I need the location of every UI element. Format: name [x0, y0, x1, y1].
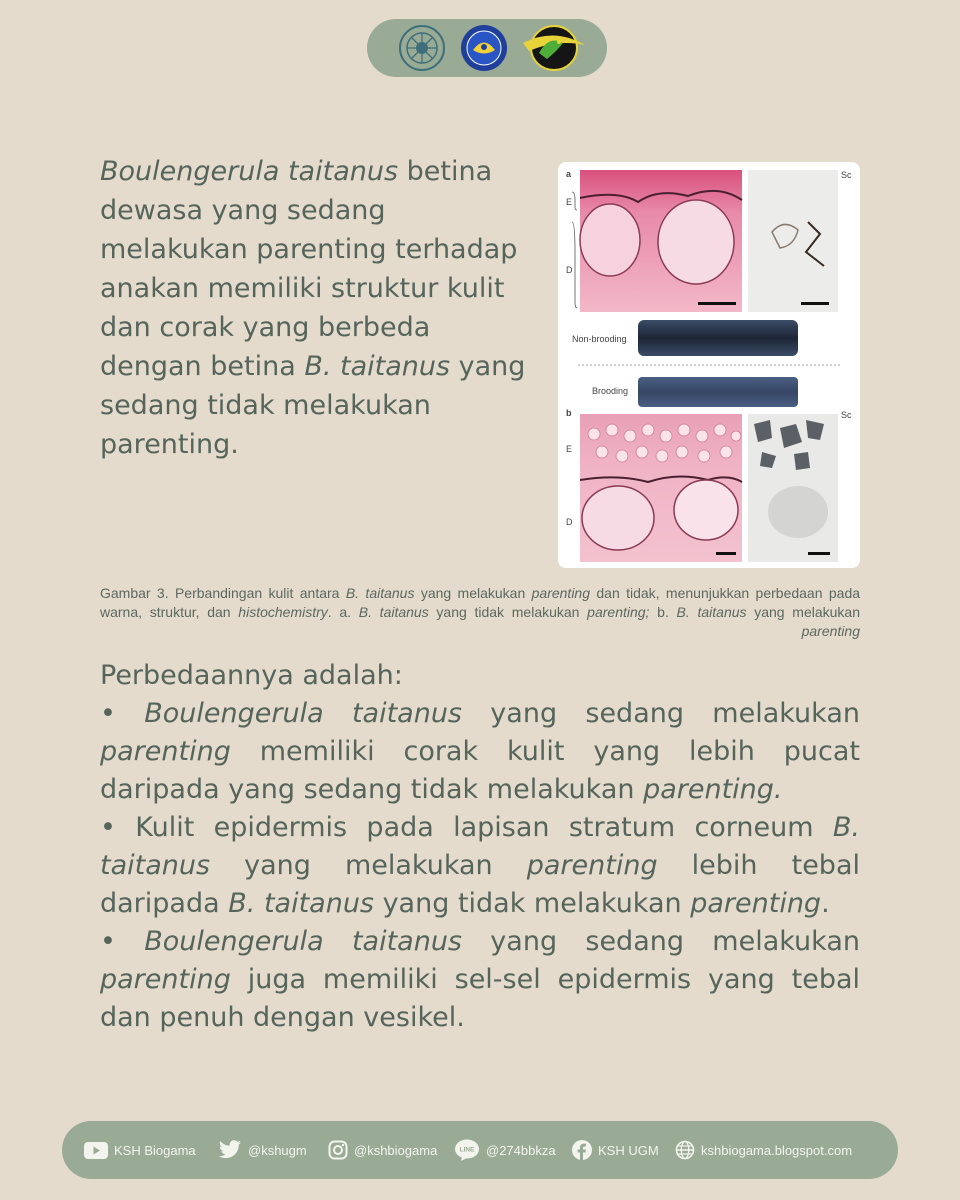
ugm-seal-logo — [397, 23, 447, 73]
facebook-icon — [572, 1140, 592, 1160]
figure-label-sc-b: Sc — [841, 410, 852, 420]
svg-text:LINE: LINE — [459, 1146, 475, 1154]
species-name: Boulengerula taitanus — [100, 156, 399, 187]
bullet-text: lebih tebal daripada — [100, 850, 860, 919]
ksh-biogama-logo — [517, 23, 591, 73]
figure-label-e-b: E — [566, 444, 573, 454]
term-italic: parenting — [100, 736, 231, 767]
globe-icon — [675, 1140, 695, 1160]
term-italic: parenting — [526, 850, 658, 881]
intro-paragraph — [100, 152, 530, 464]
caption-italic: B. taitanus — [358, 604, 429, 620]
figure-illustration — [558, 162, 860, 568]
caption-text: b. — [649, 604, 677, 620]
difference-item-3 — [100, 923, 860, 1037]
intro-text-end: yang sedang tidak melakukan parenting. — [100, 351, 526, 460]
caption-text: yang melakukan — [414, 585, 532, 601]
term-italic: parenting. — [643, 774, 783, 805]
figure-label-d-b: D — [566, 517, 573, 527]
header-logo-bar — [367, 19, 607, 77]
figure-label-sc-a: Sc — [841, 170, 852, 180]
difference-item-2 — [100, 809, 860, 923]
social-instagram[interactable] — [328, 1121, 437, 1179]
caption-text: yang tidak melakukan — [428, 604, 588, 620]
caption-italic: histochemistry — [238, 604, 328, 620]
social-website[interactable] — [675, 1121, 852, 1179]
facebook-handle: KSH UGM — [598, 1142, 659, 1158]
bullet-text: yang sedang melakukan — [462, 926, 860, 957]
caption-text: yang melakukan — [746, 604, 860, 620]
figure-caption — [100, 584, 860, 641]
caption-italic: B. taitanus — [676, 604, 747, 620]
term-italic: parenting — [690, 888, 822, 919]
twitter-icon — [218, 1140, 242, 1160]
non-brooding-label: Non-brooding — [572, 334, 627, 344]
figure-label-e-a: E — [566, 197, 573, 207]
bullet-text: Kulit epidermis pada lapisan stratum corneum — [135, 812, 833, 843]
figure-label-d-a: D — [566, 265, 573, 275]
social-twitter[interactable] — [218, 1121, 307, 1179]
species-name: Boulengerula taitanus — [144, 698, 462, 729]
caption-italic: B. taitanus — [345, 585, 415, 601]
instagram-icon — [328, 1140, 348, 1160]
figure-skin-comparison — [558, 162, 860, 568]
bullet-point: • — [100, 812, 116, 843]
differences-section — [100, 657, 860, 1037]
kelompok-studi-herpetologi-logo — [459, 23, 509, 73]
intro-text: betina dewasa yang sedang melakukan parenting terhadap anakan memiliki struktur kulit dan corak yang berbeda dengan betina — [100, 156, 518, 382]
bullet-text: memiliki corak kulit yang lebih pucat daripada yang sedang tidak melakukan — [100, 736, 860, 805]
bullet-text: yang tidak melakukan — [374, 888, 691, 919]
line-icon — [454, 1139, 480, 1161]
species-abbrev: B. taitanus — [228, 888, 374, 919]
caption-text: dan tidak, menunjukkan perbedaan pada warna, struktur, dan — [100, 585, 861, 620]
figure-label-a: a — [566, 169, 572, 179]
species-abbrev: B. taitanus — [304, 351, 451, 382]
bullet-text: juga memiliki sel-sel epidermis yang tebal dan penuh dengan vesikel. — [100, 964, 860, 1033]
term-italic: parenting — [100, 964, 231, 995]
twitter-handle: @kshugm — [248, 1142, 307, 1158]
caption-text: Gambar 3. Perbandingan kulit antara — [100, 585, 346, 601]
difference-item-1 — [100, 695, 860, 809]
youtube-handle: KSH Biogama — [114, 1142, 196, 1158]
brooding-label: Brooding — [592, 386, 629, 396]
bullet-point: • — [100, 698, 116, 729]
bullet-point: • — [100, 926, 116, 957]
instagram-handle: @kshbiogama — [354, 1142, 438, 1158]
caption-text: . a. — [327, 604, 359, 620]
bullet-text: yang melakukan — [210, 850, 527, 881]
bullet-text: yang sedang melakukan — [462, 698, 860, 729]
youtube-icon — [84, 1142, 108, 1159]
caption-italic: parenting; — [587, 604, 650, 620]
line-handle: @274bbkza — [486, 1142, 556, 1158]
social-line[interactable] — [454, 1121, 556, 1179]
caption-italic: parenting — [801, 623, 860, 639]
species-abbrev: B. taitanus — [100, 812, 860, 881]
bullet-text: . — [821, 888, 830, 919]
website-url: kshbiogama.blogspot.com — [701, 1142, 853, 1158]
social-youtube[interactable] — [84, 1121, 196, 1179]
caption-italic: parenting — [531, 585, 591, 601]
species-name: Boulengerula taitanus — [144, 926, 462, 957]
footer-social-bar — [62, 1121, 898, 1179]
figure-label-b: b — [566, 408, 572, 418]
social-facebook[interactable] — [572, 1121, 659, 1179]
differences-title: Perbedaannya adalah: — [100, 660, 403, 691]
